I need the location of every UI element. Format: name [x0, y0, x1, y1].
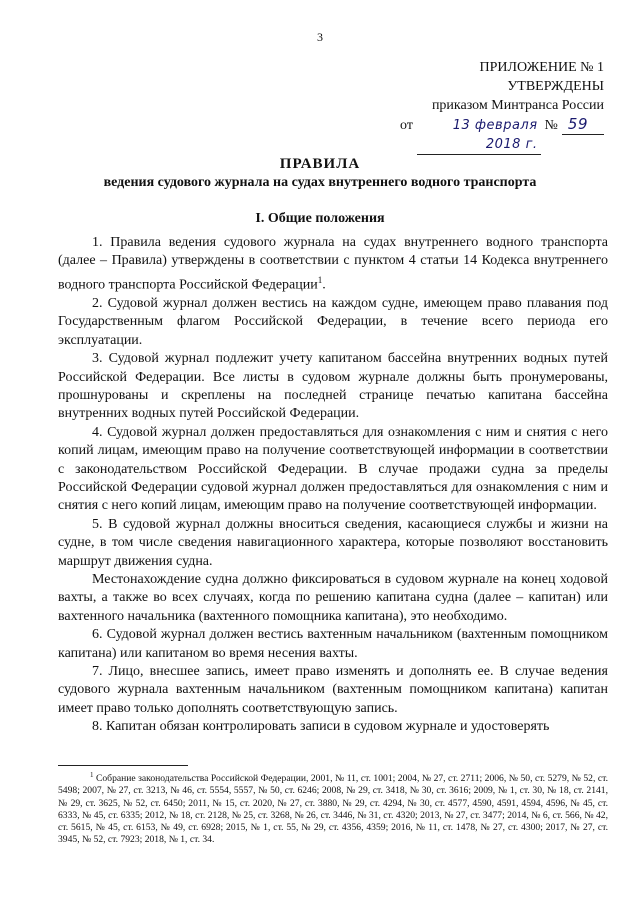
footnote-divider — [58, 765, 188, 766]
footnote-marker: 1 — [90, 771, 94, 779]
approval-block — [400, 58, 604, 155]
paragraph-4: 4. Судовой журнал должен предоставляться для ознакомления с ним и снятия с него копий лицам, имеющим право на получение соответствующей информации в соответствии с законодательством Российской Федерации. В случае продажи судна за пределы Российской Федерации судовой журнал должен предоставляться для ознакомления с ним и снятия с него копий лицам, имеющим право на получение соответствующей информации. — [58, 424, 608, 514]
number-label: № — [544, 118, 558, 133]
handwritten-order-number: 59 — [562, 115, 604, 135]
footnote-ref: 1 — [317, 274, 323, 285]
order-issuer: приказом Минтранса России — [431, 98, 604, 113]
footnote-text — [58, 769, 608, 846]
paragraph-1-text: 1. Правила ведения судового журнала на судах внутреннего водного транспорта (далее – Правила) утверждены в соответствии с пунктом 4 статьи 14 Кодекса внутреннего водного транспорта Российской Федерации — [58, 235, 608, 293]
document-subtitle: ведения судового журнала на судах внутреннего водного транспорта — [103, 175, 537, 190]
from-label: от — [400, 118, 413, 133]
paragraph-7: 7. Лицо, внесшее запись, имеет право изменять и дополнять ее. В случае ведения судового журнала вахтенным начальником (вахтенным помощником капитана) капитан имеет право только дополнять соответствующую запись. — [58, 664, 608, 716]
paragraph-6: 6. Судовой журнал должен вестись вахтенным начальником (вахтенным помощником капитана) или капитаном во время несения вахты. — [58, 627, 608, 661]
paragraph-5b: Местонахождение судна должно фиксироваться в судовом журнале на конец ходовой вахты, а также во всех случаях, когда по решению капитана судна (далее – капитан) или вахтенного начальника (вахтенного помощника капитана), это необходимо. — [58, 571, 608, 624]
paragraph-8: 8. Капитан обязан контролировать записи в судовом журнале и удостоверять — [92, 719, 550, 735]
section-heading: I. Общие положения — [255, 211, 385, 226]
appendix-label: ПРИЛОЖЕНИЕ № 1 — [479, 60, 604, 75]
approved-label: УТВЕРЖДЕНЫ — [507, 79, 604, 94]
paragraph-2: 2. Судовой журнал должен вестись на каждом судне, имеющем право плавания под Государственным флагом Российской Федерации, в течение всего периода его эксплуатации. — [58, 295, 608, 348]
rules-body — [58, 234, 608, 737]
footnote — [58, 769, 608, 846]
document-title: ПРАВИЛА — [279, 156, 361, 172]
paragraph-5: 5. В судовой журнал должны вноситься сведения, касающиеся службы и жизни на судне, в том числе сведения навигационного характера, которые позволяют восстановить маршрут движения судна. — [58, 516, 608, 569]
footnote-body: Собрание законодательства Российской Федерации, 2001, № 11, ст. 1001; 2004, № 27, ст. 2711; 2006, № 50, ст. 5279, № 52, ст. 5498; 2007, № 27, ст. 3213, № 46, ст. 5554, 5557, № 50, ст. 6246; 2008, № 29, ст. 3418, № 30, ст. 3616; 2009, № 1, ст. 30, № 18, ст. 2141, № 29, ст. 3625, № 52, ст. 6450; 2011, № 15, ст. 2020, № 27, ст. 3880, № 29, ст. 4294, № 30, ст. 4577, 4590, 4591, 4594, 4596, № 45, ст. 6333, № 45, ст. 6335; 2012, № 18, ст. 2128, № 25, ст. 3268, № 26, ст. 3446, № 31, ст. 4320; 2013, № 27, ст. 3477; 2014, № 6, ст. 566, № 42, ст. 5615, № 45, ст. 6153, № 49, ст. 6928; 2015, № 1, ст. 55, № 29, ст. 4356, 4359; 2016, № 11, ст. 1478, № 27, ст. 4300; 2017, № 27, ст. 3945, № 52, ст. 7923; 2018, № 1, ст. 34. — [58, 773, 608, 846]
page-number: 3 — [317, 30, 323, 44]
paragraph-1 — [58, 234, 608, 295]
order-date-line — [400, 115, 604, 155]
paragraph-3: 3. Судовой журнал подлежит учету капитаном бассейна внутренних водных путей Российской Федерации. Все листы в судовом журнале должны быть пронумерованы, прошнурованы и скреплены на последней странице печатью капитана бассейна внутренних водных путей Российской Федерации. — [58, 351, 608, 422]
handwritten-date: 13 февраля 2018 г. — [417, 116, 541, 155]
paragraph-1-end: . — [322, 277, 326, 293]
